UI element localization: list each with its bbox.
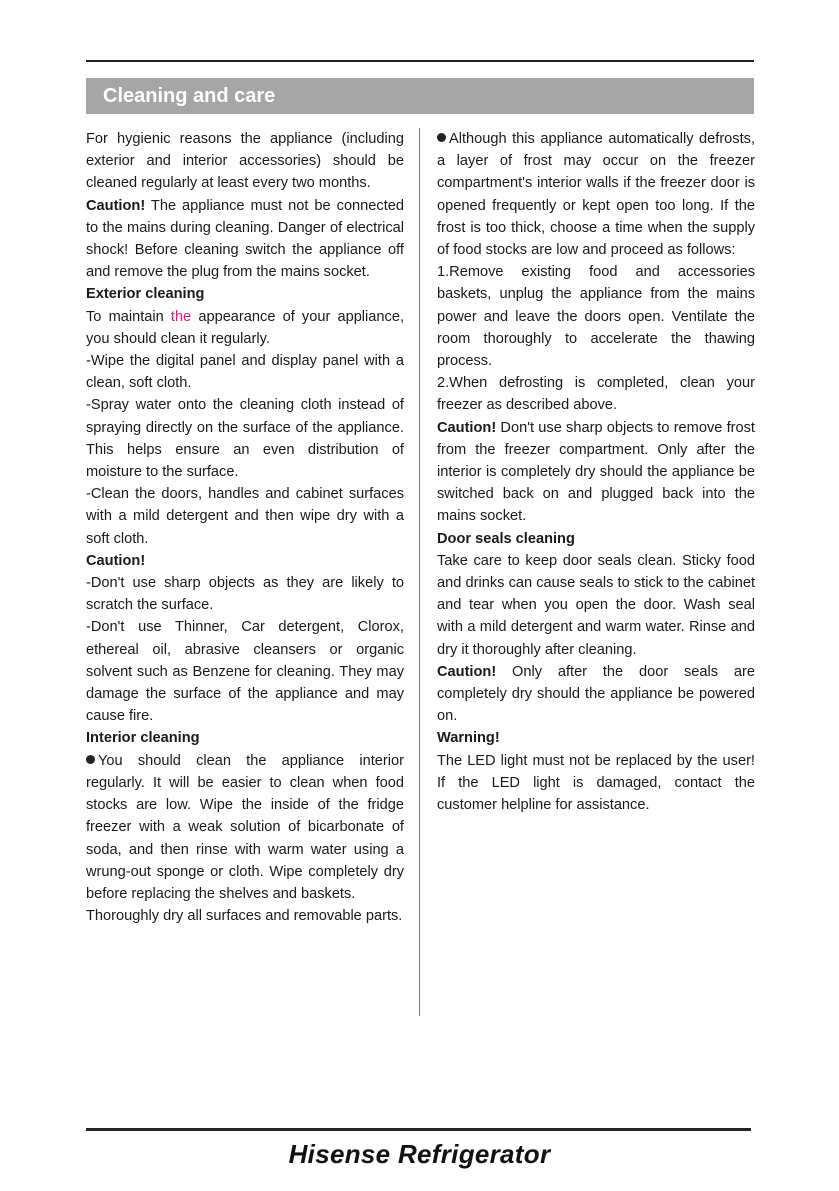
- exterior-paragraph-4: -Clean the doors, handles and cabinet surfaces with a mild detergent and then wipe dry with a soft cloth.: [86, 486, 404, 547]
- caution-heading: Caution!: [86, 552, 146, 569]
- caution-text: The appliance must not be connected to the mains during cleaning. Danger of electrical shock! Before cleaning switch the appliance off and remove the plug from the mains socket.: [86, 197, 404, 281]
- caution-label: Caution!: [437, 663, 497, 680]
- defrost-paragraph: [437, 128, 755, 261]
- caution-label: Caution!: [437, 419, 497, 436]
- bullet-icon: [437, 133, 446, 142]
- defrost-step-1: 1.Remove existing food and accessories baskets, unplug the appliance from the mains power and leave the doors open. Ventilate the room thoroughly to accelerate the thawing process.: [437, 264, 755, 370]
- top-rule: [86, 60, 754, 62]
- caution-paragraph: [437, 661, 755, 728]
- exterior-paragraph-2: -Wipe the digital panel and display panel with a clean, soft cloth.: [86, 353, 404, 392]
- warning-paragraph: The LED light must not be replaced by the user! If the LED light is damaged, contact the customer helpline for assistance.: [437, 752, 755, 814]
- left-column: [86, 128, 404, 927]
- caution-list-item-1: -Don't use sharp objects as they are likely to scratch the surface.: [86, 575, 404, 614]
- defrost-step-2: 2.When defrosting is completed, clean your freezer as described above.: [437, 375, 755, 414]
- caution-paragraph: [437, 417, 755, 528]
- bottom-rule: [86, 1128, 751, 1131]
- defrost-text: Although this appliance automatically defrosts, a layer of frost may occur on the freezer compartment's interior walls if the freezer door is opened frequently or kept open too long. If the frost is too thick, choose a time when the supply of food stocks are low and proceed as follows:: [437, 131, 755, 259]
- bullet-icon: [86, 755, 95, 764]
- door-seals-paragraph: Take care to keep door seals clean. Sticky food and drinks can cause seals to stick to the cabinet and tear when you open the door. Wash seal with a mild detergent and warm water. Rinse and dry it thoroughly after cleaning.: [437, 552, 755, 658]
- right-column: [437, 128, 755, 816]
- exterior-cleaning-heading: Exterior cleaning: [86, 286, 205, 303]
- brand-logo: Hisense Refrigerator: [288, 1139, 551, 1169]
- column-divider: [419, 128, 420, 1016]
- exterior-paragraph-3: -Spray water onto the cleaning cloth instead of spraying directly on the surface of the appliance. This helps ensure an even distribution of moisture to the surface.: [86, 397, 404, 481]
- interior-cleaning-heading: Interior cleaning: [86, 730, 200, 747]
- caution-paragraph: [86, 195, 404, 284]
- warning-heading: Warning!: [437, 730, 500, 747]
- section-header: [86, 78, 754, 114]
- caution-list-item-2: -Don't use Thinner, Car detergent, Clorox, ethereal oil, abrasive cleansers or organic solvent such as Benzene for cleaning. They may damage the surface of the appliance and may cause fire.: [86, 619, 404, 725]
- intro-paragraph: For hygienic reasons the appliance (including exterior and interior accessories) should be cleaned regularly at least every two months.: [86, 131, 404, 192]
- caution-text: Don't use sharp objects to remove frost from the freezer compartment. Only after the interior is completely dry should the appliance be switched back on and plugged back into the mains socket.: [437, 419, 755, 525]
- exterior-paragraph-1: [86, 306, 404, 350]
- interior-text: You should clean the appliance interior regularly. It will be easier to clean when food stocks are low. Wipe the inside of the fridge freezer with a weak solution of bicarbonate of soda, and then rinse with warm water using a wrung-out sponge or cloth. Wipe completely dry before replacing the shelves and baskets.: [86, 752, 404, 902]
- page-title: Cleaning and care: [103, 85, 276, 107]
- exterior-text-a: To maintain: [86, 308, 171, 325]
- exterior-text-b: appearance of your appliance, you should clean it regularly.: [86, 308, 404, 347]
- door-seals-heading: Door seals cleaning: [437, 530, 575, 547]
- caution-label: Caution!: [86, 197, 146, 214]
- interior-paragraph-2: Thoroughly dry all surfaces and removable parts.: [86, 908, 403, 925]
- highlighted-word: the: [170, 308, 192, 325]
- caution-text: Only after the door seals are completely dry should the appliance be powered on.: [437, 663, 755, 725]
- interior-paragraph-1: [86, 750, 404, 905]
